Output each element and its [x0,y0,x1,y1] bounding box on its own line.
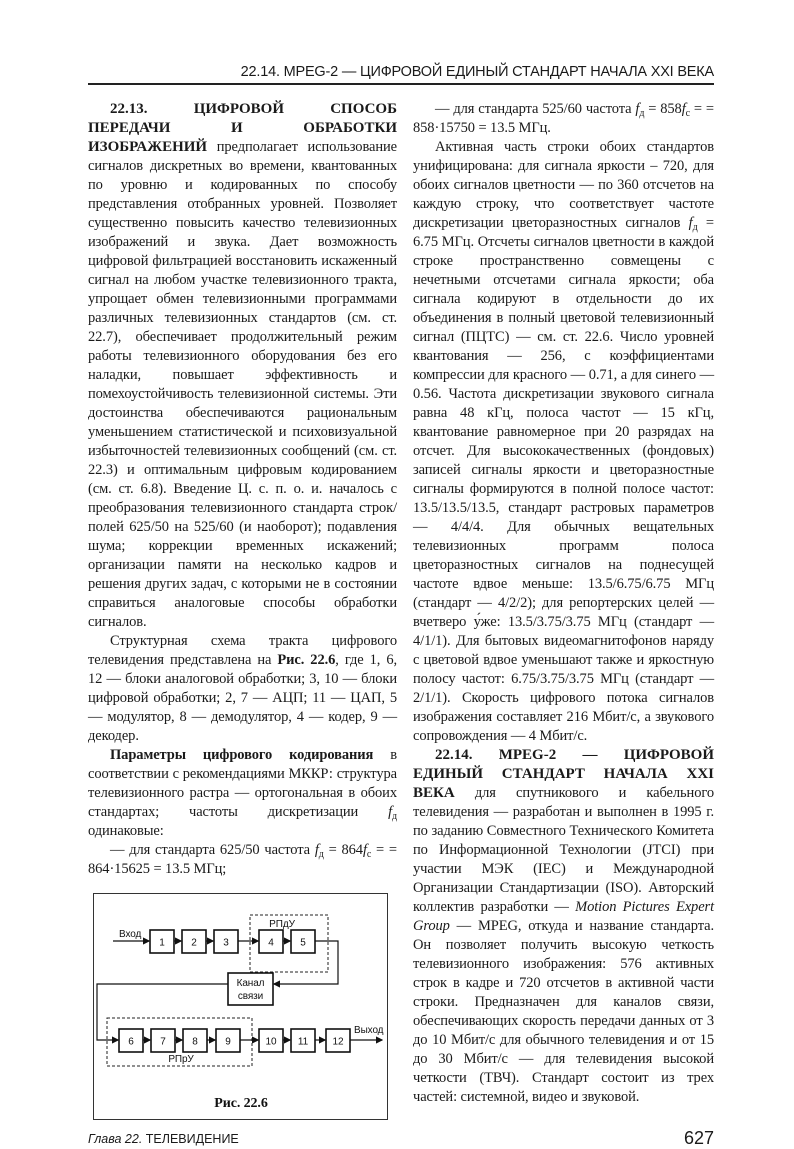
symbol: f [388,804,392,820]
columns [88,100,714,1120]
paragraph-text: предполагает использование сигналов дискретных во времени, квантованных по уровню и кодированных по способу представления отобранных уровней. Позволяет существенно повысить качество телевизионных изображений и звука. Дает возможность цифровой фильтрацией восстановить искаженный сигнал на любом участке телевизионного тракта, упрощает обмен телевизионными программами различных телевизионных стандартов (см. ст. 22.7), обеспечивает продолжительный режим работы телевизионного оборудования без его наладки, повышает эффективность и помехоустойчивость телевизионной системы. Эти достоинства обеспечиваются рациональным уменьшением статистической и психовизуальной избыточностей телевизионных сообщений (см. ст. 22.3) и оптимальным цифровым кодированием (см. ст. 6.8). Введение Ц. с. п. о. и. началось с преобразования телевизионного стандарта строк/полей 625/50 на 525/60 (и наоборот); подавления шума; коррекции временных искажений; организации памяти на несколько кадров и решения других задач, с которыми не в состоянии справиться аналоговые способы обработки сигналов. [88,139,397,630]
paragraph-active-line [413,138,714,746]
section-22-13 [88,100,397,632]
paragraph-text: в соответствии с рекомендациями МККР: структура телевизионного растра — ортогональная в обоих стандартах; частоты дискретизации [88,747,397,820]
footer [88,1128,714,1149]
subscript: с [366,849,372,860]
block-label: 2 [191,937,197,949]
formula-525 [413,100,714,138]
block-diagram [94,894,387,1119]
italic-term: Motion Pictures Expert Group [413,899,714,934]
chapter-prefix: Глава 22. [88,1132,143,1146]
header-rule [88,83,714,85]
paragraph-text: = = 864·15625 = 13.5 МГц; [88,842,398,877]
paragraph-text: = 858 [644,101,682,117]
block-label: 6 [128,1036,134,1048]
right-column [413,100,714,1120]
bold-term: Параметры цифрового кодирования [110,747,374,763]
running-header: 22.14. MPEG-2 — ЦИФРОВОЙ ЕДИНЫЙ СТАНДАРТ НАЧАЛА XXI ВЕКА [240,64,714,80]
symbol: f [688,215,693,231]
channel-label: Канал [236,978,265,989]
paragraph-text: = = 858·15750 = 13.5 МГц. [413,101,715,136]
section-heading: 22.13. ЦИФРОВОЙ СПОСОБ ПЕРЕДАЧИ И ОБРАБОТКИ ИЗОБРАЖЕНИЙ [88,101,397,155]
paragraph-structure [88,632,397,746]
receiver-label: РПрУ [168,1054,194,1065]
section-heading: 22.14. MPEG-2 — ЦИФРОВОЙ ЕДИНЫЙ СТАНДАРТ НАЧАЛА XXI ВЕКА [413,747,714,801]
paragraph-text: для спутникового и кабельного телевидения — разработан и выполнен в 1995 г. по заданию Совместного Технического Комитета по Информационной Технологии (JTCI) при участии МЭК (IEC) и Международной Организации Стандартизации (ISO). Авторский коллектив разработки — [413,785,714,915]
paragraph-text: = 864 [323,842,363,858]
section-22-14 [413,746,714,1107]
left-column [88,100,397,1120]
block-label: 12 [332,1036,344,1048]
symbol: f [314,842,319,858]
symbol: f [635,101,640,117]
block-label: 9 [225,1036,231,1048]
block-label: 7 [160,1036,166,1048]
figure-22-6 [93,893,388,1120]
footer-chapter [88,1132,239,1149]
paragraph-text: — для стандарта 625/50 частота [110,842,315,858]
block-label: 5 [300,937,306,949]
paragraph-text: Структурная схема тракта цифрового телевидения представлена на [88,633,397,668]
input-label: Вход [119,929,142,940]
paragraph-text: = 6.75 МГц. Отсчеты сигналов цветности в каждой строке пространственно совмещены с нечетными отсчетами сигнала яркости; оба сигнала кодируют в отдельности до их объединения в полный цветовой телевизионный сигнал (ПЦТС) — см. ст. 22.6. Число уровней квантования — 256, с коэффициентами компрессии для красного — 0.71, а для синего — 0.56. Частота дискретизации звукового сигнала равна 48 кГц, полоса частот — 15 кГц, квантование равномерное при 20 разрядах на отсчет. Для высококачественных (фондовых) записей сигналы яркости и цветоразностные сигналы формируются в полной полосе частот: 13.5/13.5/13.5, стандарт растровых параметров — 4/4/4. Для обычных вещательных телевизионных программ полоса цветоразностных сигналов на поднесущей частоте вдвое меньше: 13.5/6.75/6.75 МГц (стандарт — 4/2/2); для репортерских целей — вчетверо у́же: 13.5/3.75/3.75 МГц (стандарт — 4/1/1). Для бытовых видеомагнитофонов наряду с цветовой вдвое уменьшают также и яркостную полосу частот: 6.75/3.75/3.75 МГц (стандарт — 2/1/1). Скорость цифрового потока сигналов изображения составляет 216 Мбит/с, а звукового сопровождения — 4 Мбит/с. [413,215,715,744]
paragraph-text: — для стандарта 525/60 частота [435,101,636,117]
chapter-title: ТЕЛЕВИДЕНИЕ [142,1132,239,1146]
figure-reference: Рис. 22.6 [277,652,336,668]
subscript: д [392,811,397,822]
channel-label: связи [237,991,264,1002]
block-label: 1 [159,937,165,949]
paragraph-text: — MPEG, откуда и название стандарта. Он позволяет получить высокую четкость телевизионного изображения: 576 активных строк в кадре и 720 отсчетов в активной части строки. Предназначен для каналов связи, обеспечивающих скорость передачи данных от 3 до 10 Мбит/с для обычного телевидения и от 15 до 30 Мбит/с — для телевидения высокой четкости (ТВЧ). Стандарт состоит из трех частей: системной, видео и звуковой. [413,918,714,1105]
symbol: f [681,101,686,117]
figure-caption: Рис. 22.6 [214,1096,268,1111]
symbol: f [362,842,367,858]
block-label: 10 [265,1036,277,1048]
formula-625 [88,841,397,879]
paragraph-text: , где 1, 6, 12 — блоки аналоговой обработки; 3, 10 — блоки цифровой обработки; 2, 7 — АЦП; 11 — ЦАП, 5 — модулятор, 8 — демодулятор, 4 — кодер, 9 — декодер. [88,652,397,744]
block-label: 4 [268,937,274,949]
transmitter-label: РПдУ [269,919,295,930]
page-number: 627 [683,1128,714,1148]
subscript: д [692,222,698,233]
subscript: д [318,849,324,860]
paragraph-parameters [88,746,397,841]
block-label: 3 [223,937,229,949]
output-label: Выход [354,1025,384,1036]
subscript: с [685,108,690,119]
paragraph-text: Активная часть строки обоих стандартов унифицирована: для сигнала яркости – 720, для обоих сигналов цветности — по 360 отсчетов на каждую строку, что соответствует частоте дискретизации цветоразностных сигналов [413,139,714,231]
paragraph-text: одинаковые: [88,823,164,839]
block-label: 11 [297,1036,309,1048]
page [88,0,714,1149]
subscript: д [639,108,645,119]
block-label: 8 [192,1036,198,1048]
